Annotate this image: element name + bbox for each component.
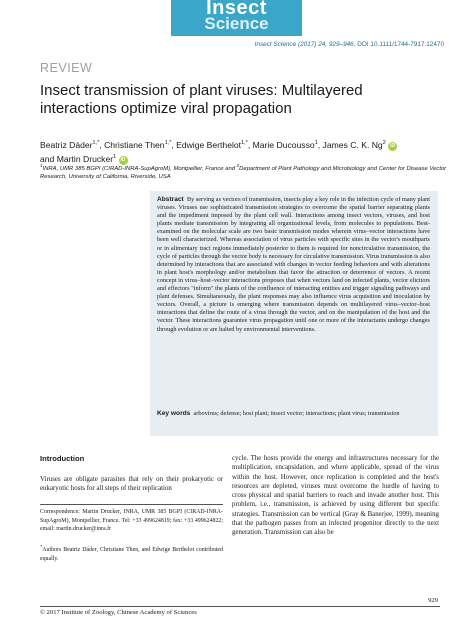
footnote-divider — [40, 504, 223, 505]
footer-divider — [40, 606, 440, 607]
introduction-heading: Introduction — [40, 454, 85, 463]
orcid-icon[interactable]: iD — [120, 156, 126, 163]
article-type-label: REVIEW — [40, 61, 93, 75]
orcid-icon[interactable]: iD — [390, 142, 396, 149]
introduction-text-right: cycle. The hosts provide the energy and infrastructures necessary for the multiplication, encapsidation, and where applicable, spread of the virus within the host. However, once replication is completed and the host's resources are depleted, viruses must overcome the hurdle of having to cross physical and spatial barriers to reach and invade another host. This problem, i.e., transmission, is achieved by using different but specific strategies. Transmission can be vertical (Gray & Banerjee, 1999), meaning that the pathogen passes from an infected progenitor directly to the next generation. Transmission can also be — [232, 455, 439, 537]
journal-citation — [255, 41, 444, 48]
abstract-text: By serving as vectors of transmission, insects play a key role in the infection cycle of many plant viruses. Viruses use sophisticated transmission strategies to overcome the spatial barrier separating plants and the impediment imposed by the plant cell wall. Interactions among insect vectors, viruses, and host plants mediate transmission by integrating all organizational levels, from molecules to populations. Best-examined on the molecular scale are two basic transmission modes wherein virus–vector interactions have been well characterized. Whereas association of virus particles with specific sites in the vector's mouthparts or in alimentary tract regions immediately posterior to them is required for noncirculative transmission, the cycle of particles through the vector body is necessary for circulative transmission. Virus transmission is also determined by interactions that are associated with changes in vector feeding behaviors and with alterations in plant host's morphology and/or metabolism that favor the attraction or deterrence of vectors. A recent concept in virus–host–vector interactions proposes that when vectors land on infected plants, vector elicitors and effectors "inform" the plants of the confluence of interacting entities and trigger signaling pathways and plant defenses. Simultaneously, the plant responses may also influence virus acquisition and inoculation by vectors. Overall, a picture is emerging where transmission depends on multilayered virus–vector–host interactions that define the route of a virus through the vector, and on the manipulation of the host and the vector. These interactions guarantee virus propagation until one or more of the interactants undergo changes through evolution or are halted by environmental interventions. — [157, 196, 431, 333]
logo-wordmark-science: Science — [204, 14, 269, 33]
author-1[interactable]: Beatriz Dáder$^{1,*}$ — [40, 139, 100, 150]
author-4[interactable]: Marie Ducousso$^1$ — [252, 139, 318, 150]
author-6[interactable]: Martin Drucker$^1$ — [56, 153, 117, 164]
citation-text: Insect Science (2017) 24, 929–946, — [254, 41, 356, 48]
keywords-label: Key words — [157, 410, 191, 417]
keywords-text: arbovirus; defense; host plant; insect vector; interactions; plant virus; transmission — [193, 410, 400, 417]
page-number: 929 — [428, 597, 438, 604]
article-title: Insect transmission of plant viruses: Multilayered interactions optimize viral propagation — [40, 82, 363, 117]
introduction-text-left: Viruses are obligate parasites that rely on their prokaryotic or eukaryotic hosts for all steps of their replication — [40, 476, 223, 493]
abstract-label: Abstract — [157, 196, 184, 203]
keywords — [157, 410, 430, 418]
doi-text[interactable]: DOI 10.1111/1744-7917.12470 — [357, 41, 444, 48]
equal-contribution-footnote: *Authors Beatriz Dáder, Christiane Then, and Edwige Berthelot contributed equally. — [40, 544, 223, 562]
affiliations: $^1$INRA, UMR 385 BGPI (CIRAD-INRA-SupAgroM), Montpellier, France and $^2$Department of Plant Pathology and Microbiology and Center for Disease Vector Research, University of California, Riverside, USA — [40, 163, 447, 181]
correspondence-footnote: Correspondence: Martin Drucker, INRA, UMR 385 BGPI (CIRAD-INRA-SupAgroM), Montpellier, France. Tel: +33 499624819; fax: +33 499624822; email: martin.drucker@inra.fr — [40, 509, 223, 533]
journal-logo — [171, 0, 302, 36]
copyright-notice: © 2017 Institute of Zoology, Chinese Academy of Sciences — [40, 609, 197, 616]
author-list: Beatriz Dáder$^{1,*}$, Christiane Then$^{1,*}$, Edwige Berthelot$^{1,*}$, Marie Ducousso$^1$, James C. K. Ng$^2$ iD and Martin Drucker$^1$ iD — [40, 139, 396, 164]
abstract — [157, 196, 430, 334]
author-2[interactable]: Christiane Then$^{1,*}$ — [104, 139, 172, 150]
author-5[interactable]: James C. K. Ng$^2$ — [322, 139, 386, 150]
author-3[interactable]: Edwige Berthelot$^{1,*}$ — [176, 139, 248, 150]
logo-wordmark-insect: Insect — [206, 0, 267, 19]
